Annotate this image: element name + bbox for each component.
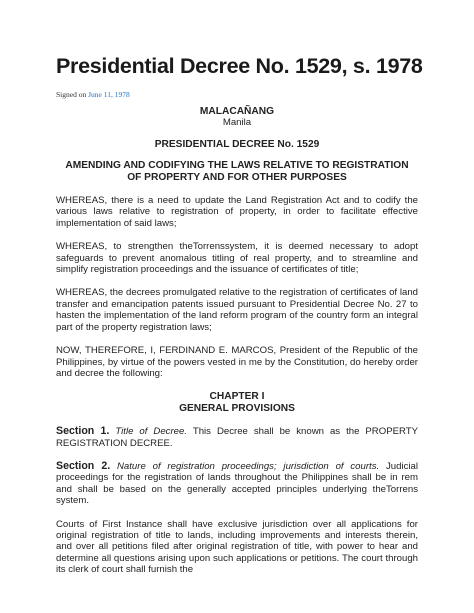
decree-body — [56, 106, 418, 576]
office-heading: MALACAÑANG — [199, 106, 275, 117]
signed-date-link[interactable]: June 11, 1978 — [88, 90, 130, 99]
whereas-paragraph-3: WHEREAS, the decrees promulgated relative to the registration of certificates of land transfer and emancipation patents issued pursuant to Presidential Decree No. 27 to hasten the implementation of the land reform program of the country form an integral part of the property registration laws; — [56, 287, 418, 333]
decree-number-heading: PRESIDENTIAL DECREE No. 1529 — [154, 138, 320, 150]
chapter-number: CHAPTER I — [209, 391, 265, 403]
section-1-label: Section 1. — [56, 425, 110, 438]
section-2-heading: Nature of registration proceedings; jurisdiction of courts. — [117, 460, 380, 472]
section-1-heading: Title of Decree. — [115, 426, 187, 438]
now-therefore-paragraph: NOW, THEREFORE, I, FERDINAND E. MARCOS, President of the Republic of the Philippines, by virtue of the powers vested in me by the Constitution, do hereby order and decree the following: — [56, 345, 418, 379]
jurisdiction-paragraph: Courts of First Instance shall have exclusive jurisdiction over all applications for original registration of title to lands, including improvements and interests therein, and over all petitions filed after original registration of title, with power to hear and determine all questions arising upon such applications or petitions. The court through its clerk of court shall furnish the — [56, 518, 418, 576]
subject-line-2: OF PROPERTY AND FOR OTHER PURPOSES — [127, 171, 347, 183]
whereas-paragraph-2: WHEREAS, to strengthen theTorrenssystem, it is deemed necessary to adopt safeguards to prevent anomalous titling of real property, and to streamline and simplify registration proceedings and the issuance of certificates of title; — [56, 241, 418, 276]
section-2-text: Judicial proceedings for the registration of lands throughout the Philippines shall be in rem and shall be based on the generally accepted principles underlying theTorrens system. — [56, 460, 418, 507]
subject-heading — [56, 160, 418, 183]
section-1 — [56, 426, 418, 449]
section-2-label: Section 2. — [56, 459, 111, 472]
page-title: Presidential Decree No. 1529, s. 1978 — [56, 54, 423, 78]
signed-prefix: Signed on — [56, 90, 87, 99]
place-heading: Manila — [222, 117, 252, 129]
whereas-paragraph-1: WHEREAS, there is a need to update the Land Registration Act and to codify the various laws relative to registration of property, in order to facilitate effective implementation of said laws; — [56, 195, 418, 229]
chapter-name: GENERAL PROVISIONS — [179, 402, 295, 414]
section-1-text: This Decree shall be known as the PROPERTY REGISTRATION DECREE. — [56, 426, 419, 449]
signed-date-line — [56, 90, 130, 99]
section-2 — [56, 461, 418, 507]
subject-line-1: AMENDING AND CODIFYING THE LAWS RELATIVE TO REGISTRATION — [65, 160, 409, 172]
